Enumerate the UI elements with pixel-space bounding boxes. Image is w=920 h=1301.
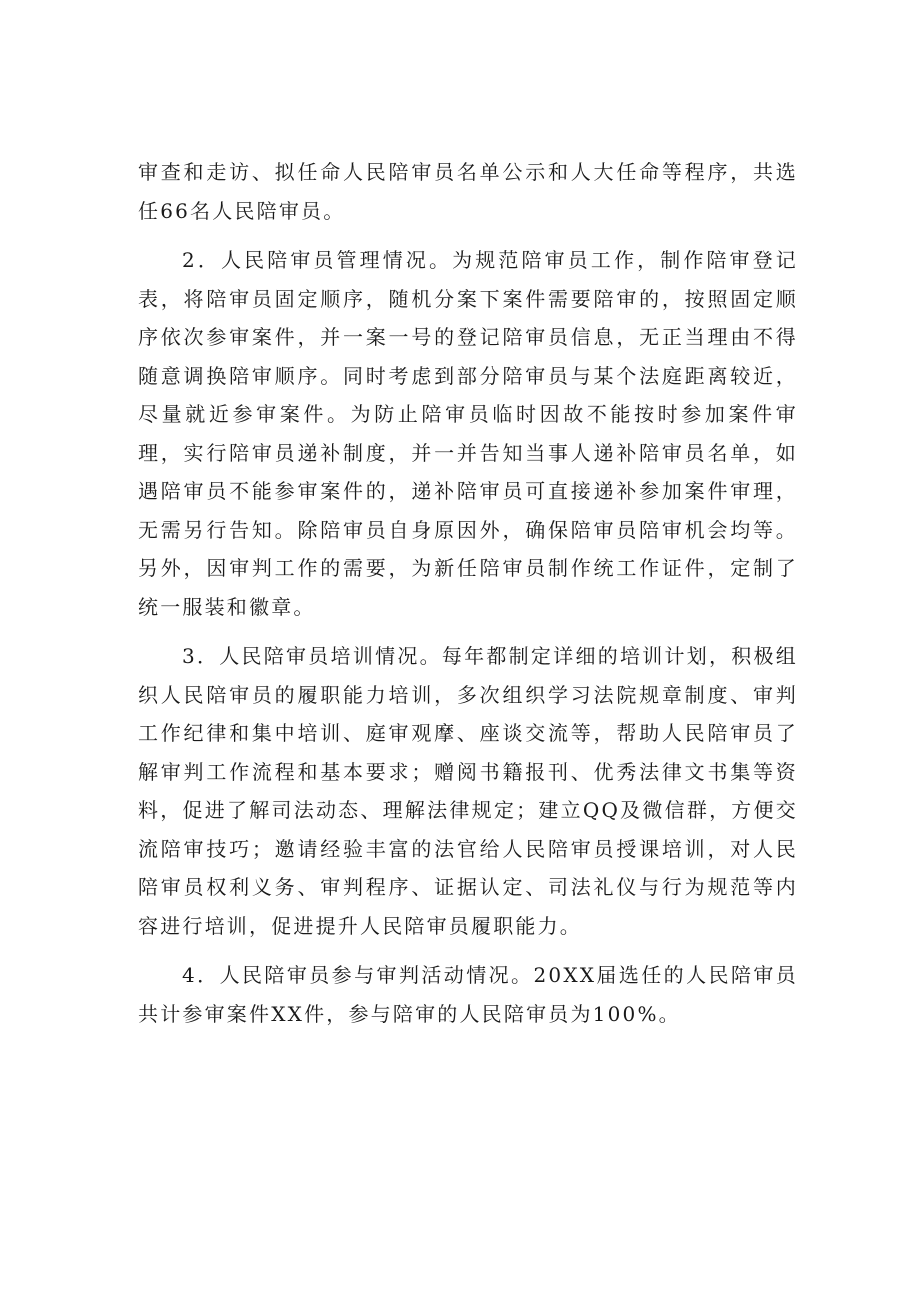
document-body: [138, 153, 798, 1033]
paragraph-juror-participation: 4．人民陪审员参与审判活动情况。20XX届选任的人民陪审员共计参审案件XX件，参与陪审的人民陪审员为100%。: [138, 963, 798, 1026]
paragraph-juror-training: 3．人民陪审员培训情况。每年都制定详细的培训计划，积极组织人民陪审员的履职能力培训，多次组织学习法院规章制度、审判工作纪律和集中培训、庭审观摩、座谈交流等，帮助人民陪审员了解审判工作流程和基本要求；赠阅书籍报刊、优秀法律文书集等资料，促进了解司法动态、理解法律规定；建立QQ及微信群，方便交流陪审技巧；邀请经验丰富的法官给人民陪审员授课培训，对人民陪审员权利义务、审判程序、证据认定、司法礼仪与行为规范等内容进行培训，促进提升人民陪审员履职能力。: [138, 644, 798, 938]
paragraph-continuation: 审查和走访、拟任命人民陪审员名单公示和人大任命等程序，共选任66名人民陪审员。: [138, 160, 798, 223]
paragraph-juror-management: 2．人民陪审员管理情况。为规范陪审员工作，制作陪审登记表，将陪审员固定顺序，随机分案下案件需要陪审的，按照固定顺序依次参审案件，并一案一号的登记陪审员信息，无正当理由不得随意调换陪审顺序。同时考虑到部分陪审员与某个法庭距离较近，尽量就近参审案件。为防止陪审员临时因故不能按时参加案件审理，实行陪审员递补制度，并一并告知当事人递补陪审员名单，如遇陪审员不能参审案件的，递补陪审员可直接递补参加案件审理，无需另行告知。除陪审员自身原因外，确保陪审员陪审机会均等。另外，因审判工作的需要，为新任陪审员制作统工作证件，定制了统一服装和徽章。: [138, 248, 798, 619]
